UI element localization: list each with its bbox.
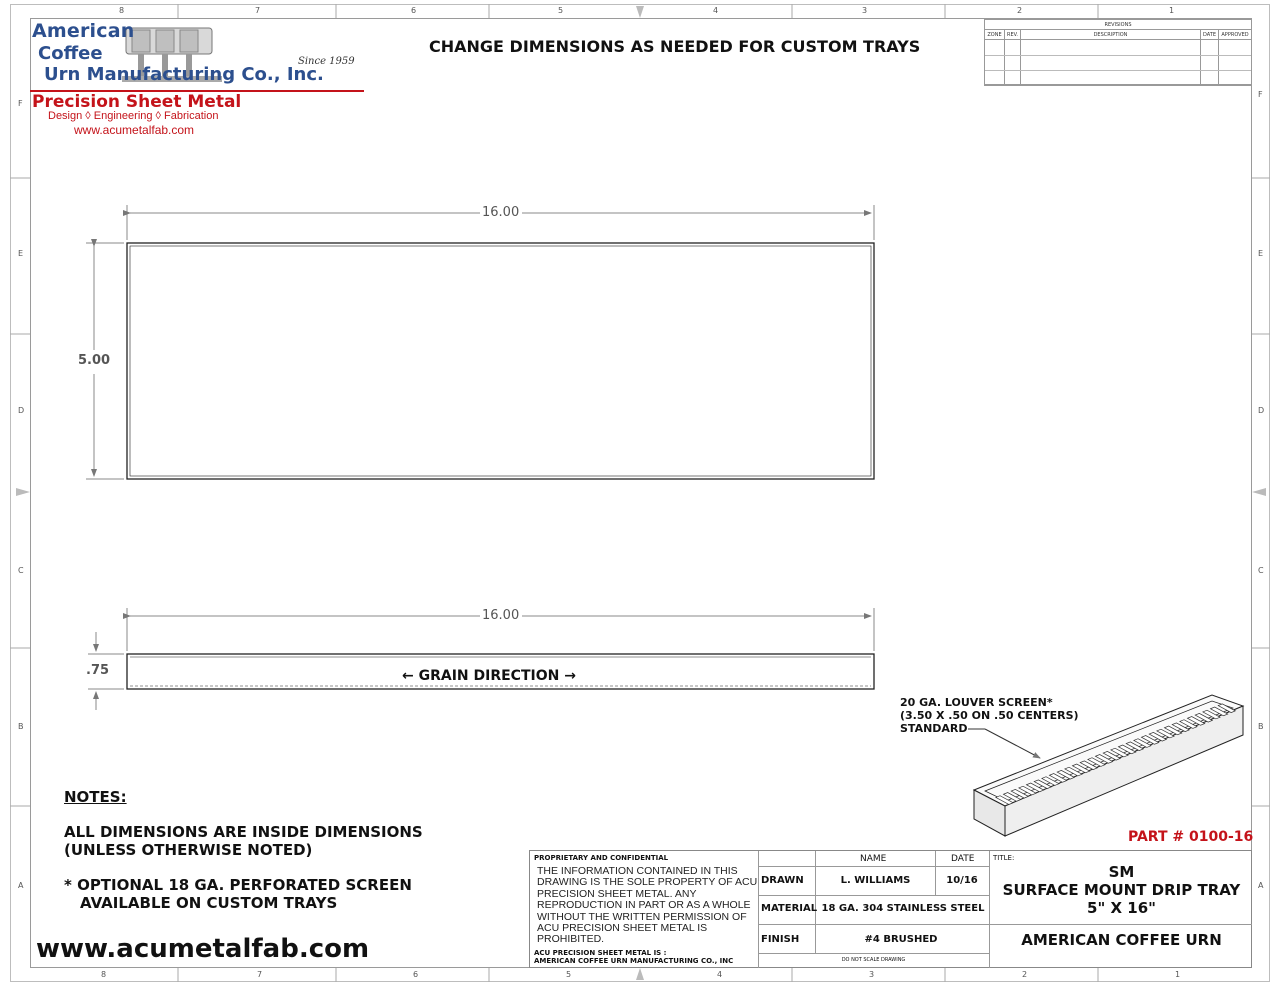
zone-row-c-right: C xyxy=(1258,566,1264,575)
tb-divider xyxy=(758,866,989,867)
note-line-1: ALL DIMENSIONS ARE INSIDE DIMENSIONS xyxy=(64,823,423,841)
logo-american: American xyxy=(32,20,135,42)
proprietary-heading: PROPRIETARY AND CONFIDENTIAL xyxy=(534,854,669,862)
no-scale-note: DO NOT SCALE DRAWING xyxy=(841,957,906,963)
title-line-2: SURFACE MOUNT DRIP TRAY xyxy=(1002,881,1241,899)
title-line-3: 5" X 16" xyxy=(1087,899,1156,917)
bottom-website: www.acumetalfab.com xyxy=(36,934,370,964)
zone-col-2-top: 2 xyxy=(1017,6,1023,15)
title-line-1: SM xyxy=(1108,863,1135,881)
zone-col-8-bottom: 8 xyxy=(101,970,107,979)
zone-col-6-top: 6 xyxy=(411,6,417,15)
rev-col-rev: REV. xyxy=(1005,30,1021,40)
name-header: NAME xyxy=(860,854,887,864)
logo-tagline: Precision Sheet Metal xyxy=(32,92,242,112)
revisions-title: REVISIONS xyxy=(985,20,1251,30)
grain-direction-label: ← GRAIN DIRECTION → xyxy=(402,668,576,684)
material-value: 18 GA. 304 STAINLESS STEEL xyxy=(821,903,985,914)
top-view-outline xyxy=(127,243,874,479)
zone-col-3-bottom: 3 xyxy=(869,970,875,979)
date-header: DATE xyxy=(951,854,975,864)
rev-col-date: DATE xyxy=(1201,30,1219,40)
finish-label: FINISH xyxy=(761,934,800,945)
zone-row-b-left: B xyxy=(18,722,24,731)
zone-col-3-top: 3 xyxy=(862,6,868,15)
zone-col-4-bottom: 4 xyxy=(717,970,723,979)
tb-divider xyxy=(935,851,936,895)
note-line-2: (UNLESS OTHERWISE NOTED) xyxy=(64,841,313,859)
tb-divider xyxy=(989,924,1252,925)
logo-coffee: Coffee xyxy=(38,43,103,64)
zone-col-2-bottom: 2 xyxy=(1022,970,1028,979)
zone-col-6-bottom: 6 xyxy=(413,970,419,979)
tb-divider xyxy=(758,924,989,925)
rev-col-zone: ZONE xyxy=(985,30,1005,40)
proprietary-text: THE INFORMATION CONTAINED IN THIS DRAWING IS THE SOLE PROPERTY OF ACU PRECISION SHEET METAL. ANY REPRODUCTION IN PART OR AS A WHOLE WITHOUT THE WRITTEN PERMISSION OF ACU PRECISION SHEET METAL IS PROHIBITED. xyxy=(537,865,758,946)
acu-company-name: AMERICAN COFFEE URN MANUFACTURING CO., INC xyxy=(534,957,734,965)
zone-row-e-left: E xyxy=(18,249,24,258)
zone-row-b-right: B xyxy=(1258,722,1264,731)
side-length-dim: 16.00 xyxy=(482,608,520,623)
logo-company-name: Urn Manufacturing Co., Inc. xyxy=(44,64,324,85)
top-width-dim: 5.00 xyxy=(78,353,111,368)
side-height-dim: .75 xyxy=(86,663,110,678)
part-number: PART # 0100-16 xyxy=(1128,829,1254,845)
zone-row-e-right: E xyxy=(1258,249,1264,258)
drawn-name: L. WILLIAMS xyxy=(840,875,911,886)
zone-row-f-left: F xyxy=(18,99,23,108)
title-company: AMERICAN COFFEE URN xyxy=(1021,931,1222,949)
zone-row-d-left: D xyxy=(18,406,25,415)
screen-callout-line3: STANDARD xyxy=(900,722,968,735)
rev-col-approved: APPROVED xyxy=(1219,30,1251,40)
notes-heading: NOTES: xyxy=(64,788,127,806)
title-block xyxy=(529,850,1252,968)
material-label: MATERIAL xyxy=(761,903,818,914)
zone-row-c-left: C xyxy=(18,566,24,575)
zone-row-d-right: D xyxy=(1258,406,1265,415)
zone-col-1-bottom: 1 xyxy=(1175,970,1181,979)
finish-value: #4 BRUSHED xyxy=(864,934,938,945)
zone-row-a-right: A xyxy=(1258,881,1264,890)
logo-since: Since 1959 xyxy=(298,56,355,67)
zone-col-5-bottom: 5 xyxy=(566,970,572,979)
logo-disciplines: Design ◊ Engineering ◊ Fabrication xyxy=(48,110,219,122)
note-line-3: * OPTIONAL 18 GA. PERFORATED SCREEN xyxy=(64,876,412,894)
tb-divider xyxy=(758,895,989,896)
note-line-4: AVAILABLE ON CUSTOM TRAYS xyxy=(80,894,338,912)
zone-col-7-top: 7 xyxy=(255,6,261,15)
screen-callout-line2: (3.50 X .50 ON .50 CENTERS) xyxy=(900,709,1079,722)
zone-col-4-top: 4 xyxy=(713,6,719,15)
acu-is-label: ACU PRECISION SHEET METAL IS : xyxy=(534,949,667,957)
top-length-dim: 16.00 xyxy=(482,205,520,220)
screen-callout-line1: 20 GA. LOUVER SCREEN* xyxy=(900,696,1053,709)
drawn-date: 10/16 xyxy=(946,875,978,886)
zone-col-7-bottom: 7 xyxy=(257,970,263,979)
zone-col-8-top: 8 xyxy=(119,6,125,15)
drawn-label: DRAWN xyxy=(761,875,804,886)
zone-row-a-left: A xyxy=(18,881,24,890)
zone-row-f-right: F xyxy=(1258,90,1263,99)
title-label: TITLE: xyxy=(993,854,1015,862)
custom-trays-headline: CHANGE DIMENSIONS AS NEEDED FOR CUSTOM TRAYS xyxy=(429,37,921,56)
logo-website: www.acumetalfab.com xyxy=(74,123,195,137)
tb-divider xyxy=(758,953,989,954)
zone-col-1-top: 1 xyxy=(1169,6,1175,15)
zone-col-5-top: 5 xyxy=(558,6,564,15)
rev-col-description: DESCRIPTION xyxy=(1021,30,1201,40)
